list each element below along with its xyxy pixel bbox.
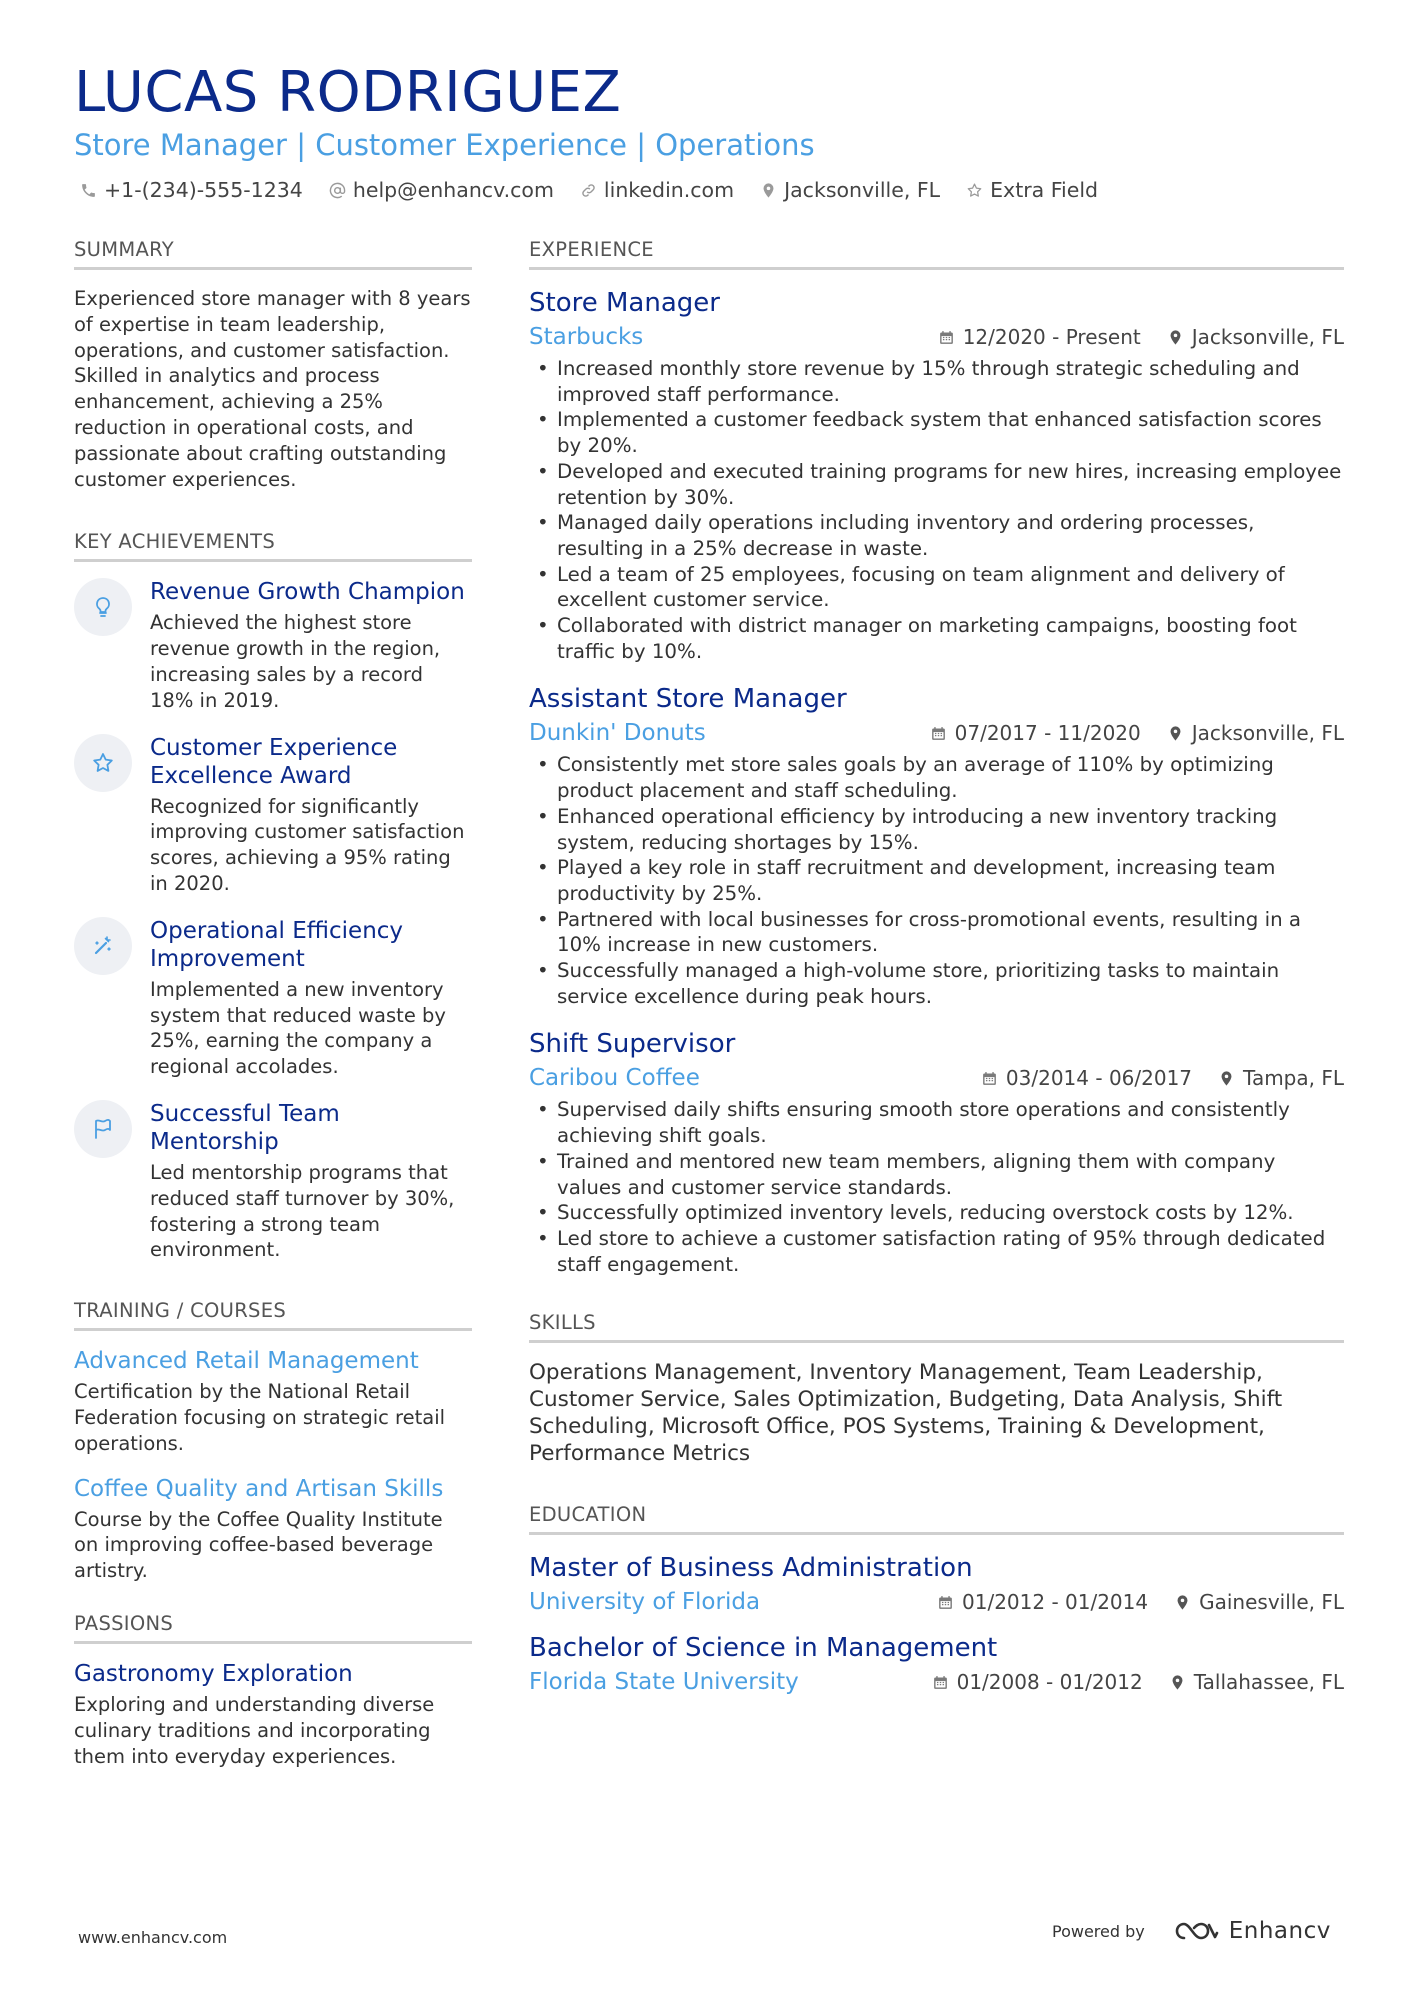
edu-dates: 01/2012 - 01/2014 (962, 1590, 1149, 1615)
job-dates: 12/2020 - Present (962, 325, 1141, 349)
achievement-title: Revenue Growth Champion (150, 579, 465, 606)
course-desc: Certification by the National Retail Federation focusing on strategic retail operations. (74, 1380, 446, 1455)
training-section (74, 1299, 472, 1584)
achievement-title: Successful Team Mentorship (150, 1100, 340, 1155)
edu-location: Tallahassee, FL (1193, 1670, 1344, 1695)
education-item (529, 1631, 1344, 1697)
course-title: Advanced Retail Management (74, 1348, 419, 1375)
brand-name: Enhancv (1228, 1918, 1331, 1944)
passion-desc: Exploring and understanding diverse culinary traditions and incorporating them into everyday experiences. (74, 1692, 435, 1768)
edu-school: University of Florida (529, 1589, 761, 1616)
calendar-icon (937, 1594, 954, 1611)
contact-email-text: help@enhancv.com (352, 178, 554, 202)
job-location: Jacksonville, FL (1191, 721, 1344, 746)
job-company: Dunkin' Donuts (529, 720, 706, 747)
achievement-desc: Led mentorship programs that reduced staff turnover by 30%, fostering a strong team environment. (150, 1160, 455, 1262)
achievements-section (74, 530, 472, 1263)
edu-dates: 01/2008 - 01/2012 (956, 1670, 1143, 1695)
link-icon (580, 182, 597, 199)
location-pin-icon (1174, 1594, 1191, 1611)
at-icon (329, 182, 346, 199)
experience-item (529, 1027, 1344, 1277)
footer-branding (1052, 1918, 1331, 1944)
achievement-icon-wrap (74, 578, 132, 636)
achievement-icon-wrap (74, 734, 132, 792)
course-item (74, 1475, 472, 1584)
calendar-icon (930, 725, 947, 742)
contact-extra (966, 178, 1098, 202)
job-company: Caribou Coffee (529, 1065, 700, 1092)
location-pin-icon (1169, 1674, 1186, 1691)
contact-bar (80, 178, 1098, 202)
job-location: Tampa, FL (1243, 1066, 1344, 1091)
achievement-item (74, 734, 472, 897)
job-bullet: • Developed and executed training programs for new hires, increasing employee retention by 30%. (529, 459, 1344, 510)
flag-icon (91, 1117, 115, 1141)
location-pin-icon (1218, 1070, 1235, 1087)
achievement-desc: Achieved the highest store revenue growth in the region, increasing sales by a record 18% in 2019. (150, 611, 441, 712)
job-bullet: • Successfully optimized inventory levels, reducing overstock costs by 12%. (529, 1200, 1344, 1226)
section-title-training: TRAINING / COURSES (74, 1299, 472, 1331)
skills-section (529, 1311, 1344, 1467)
calendar-icon (932, 1674, 949, 1691)
job-bullet: • Successfully managed a high-volume store, prioritizing tasks to maintain service excellence during peak hours. (529, 958, 1344, 1009)
job-bullet: • Increased monthly store revenue by 15% through strategic scheduling and improved staff performance. (529, 356, 1344, 407)
course-item (74, 1347, 472, 1456)
contact-phone-text: +1-(234)-555-1234 (104, 178, 303, 202)
edu-degree: Master of Business Administration (529, 1553, 973, 1584)
job-bullet: • Trained and mentored new team members, aligning them with company values and customer service standards. (529, 1149, 1344, 1200)
experience-item (529, 682, 1344, 1009)
job-bullet: • Supervised daily shifts ensuring smooth store operations and consistently achieving shift goals. (529, 1097, 1344, 1148)
contact-phone[interactable] (80, 178, 303, 202)
star-icon (91, 751, 115, 775)
location-pin-icon (1167, 725, 1184, 742)
section-title-experience: EXPERIENCE (529, 238, 1344, 270)
job-bullet: • Collaborated with district manager on marketing campaigns, boosting foot traffic by 10%. (529, 613, 1344, 664)
candidate-title: Store Manager | Customer Experience | Operations (74, 128, 815, 162)
job-bullet: • Led a team of 25 employees, focusing on team alignment and delivery of excellent customer service. (529, 562, 1344, 613)
edu-school: Florida State University (529, 1669, 799, 1696)
star-icon (966, 182, 983, 199)
contact-extra-text: Extra Field (990, 178, 1099, 202)
job-role: Shift Supervisor (529, 1029, 736, 1060)
course-title: Coffee Quality and Artisan Skills (74, 1475, 444, 1502)
summary-section (74, 238, 472, 492)
job-bullets (529, 356, 1344, 664)
job-bullet: • Played a key role in staff recruitment and development, increasing team productivity by 25%. (529, 855, 1344, 906)
job-bullet: • Consistently met store sales goals by an average of 110% by optimizing product placement and staff scheduling. (529, 752, 1344, 803)
job-bullet: • Enhanced operational efficiency by introducing a new inventory tracking system, reducing shortages by 15%. (529, 804, 1344, 855)
experience-section (529, 238, 1344, 1277)
right-column (529, 238, 1344, 1711)
candidate-name: LUCAS RODRIGUEZ (74, 60, 622, 125)
job-company: Starbucks (529, 324, 644, 350)
section-title-achievements: KEY ACHIEVEMENTS (74, 530, 472, 562)
contact-linkedin-text: linkedin.com (603, 178, 735, 202)
achievement-item (74, 1100, 472, 1263)
experience-item (529, 286, 1344, 664)
job-role: Store Manager (529, 288, 720, 318)
passions-section (74, 1612, 472, 1769)
achievement-icon-wrap (74, 1100, 132, 1158)
job-bullet: • Led store to achieve a customer satisfaction rating of 95% through dedicated staff engagement. (529, 1226, 1344, 1277)
job-location: Jacksonville, FL (1191, 325, 1344, 349)
location-pin-icon (1167, 329, 1184, 346)
passion-item (74, 1660, 472, 1769)
education-section (529, 1503, 1344, 1697)
wand-icon (91, 934, 115, 958)
achievement-desc: Recognized for significantly improving customer satisfaction scores, achieving a 95% rating in 2020. (150, 794, 465, 895)
calendar-icon (981, 1070, 998, 1087)
lightbulb-icon (91, 595, 115, 619)
summary-text: Experienced store manager with 8 years of expertise in team leadership, operations, and customer satisfaction. Skilled in analytics and process enhancement, achieving a 25% reduction in operational costs, and passionate about crafting outstanding customer experiences. (74, 287, 471, 491)
edu-location: Gainesville, FL (1199, 1590, 1344, 1615)
achievement-item (74, 917, 472, 1080)
job-bullet: • Partnered with local businesses for cross-promotional events, resulting in a 10% increase in new customers. (529, 907, 1344, 958)
job-bullets (529, 752, 1344, 1009)
footer-website[interactable]: www.enhancv.com (78, 1928, 228, 1947)
job-dates: 03/2014 - 06/2017 (1005, 1066, 1193, 1091)
job-bullets (529, 1097, 1344, 1277)
edu-degree: Bachelor of Science in Management (529, 1633, 998, 1664)
calendar-icon (938, 329, 955, 346)
job-bullet: • Managed daily operations including inventory and ordering processes, resulting in a 25% decrease in waste. (529, 510, 1344, 561)
section-title-education: EDUCATION (529, 1503, 1344, 1535)
left-column (74, 238, 472, 1769)
achievement-item (74, 578, 472, 713)
contact-location (760, 178, 940, 202)
phone-icon (80, 182, 97, 199)
achievement-desc: Implemented a new inventory system that reduced waste by 25%, earning the company a regional accolades. (150, 977, 446, 1079)
contact-linkedin[interactable] (580, 178, 734, 202)
achievement-title: Customer Experience Excellence Award (150, 734, 398, 789)
achievement-icon-wrap (74, 917, 132, 975)
brand-logo[interactable] (1173, 1918, 1331, 1944)
enhancv-logo-icon (1173, 1919, 1219, 1943)
skills-text: Operations Management, Inventory Management, Team Leadership, Customer Service, Sales Optimization, Budgeting, Data Analysis, Shift Scheduling, Microsoft Office, POS Systems, Training & Development, Performance Metrics (529, 1360, 1283, 1467)
achievement-title: Operational Efficiency Improvement (150, 917, 404, 972)
job-bullet: • Implemented a customer feedback system that enhanced satisfaction scores by 20%. (529, 407, 1344, 458)
contact-email[interactable] (329, 178, 554, 202)
job-role: Assistant Store Manager (529, 684, 847, 715)
education-item (529, 1551, 1344, 1617)
contact-location-text: Jacksonville, FL (784, 178, 941, 202)
passion-title: Gastronomy Exploration (74, 1660, 353, 1687)
location-pin-icon (760, 182, 777, 199)
job-dates: 07/2017 - 11/2020 (954, 721, 1141, 746)
section-title-passions: PASSIONS (74, 1612, 472, 1644)
section-title-summary: SUMMARY (74, 238, 472, 270)
powered-by-label: Powered by (1052, 1921, 1145, 1941)
course-desc: Course by the Coffee Quality Institute on improving coffee-based beverage artistry. (74, 1507, 443, 1583)
section-title-skills: SKILLS (529, 1311, 1344, 1343)
